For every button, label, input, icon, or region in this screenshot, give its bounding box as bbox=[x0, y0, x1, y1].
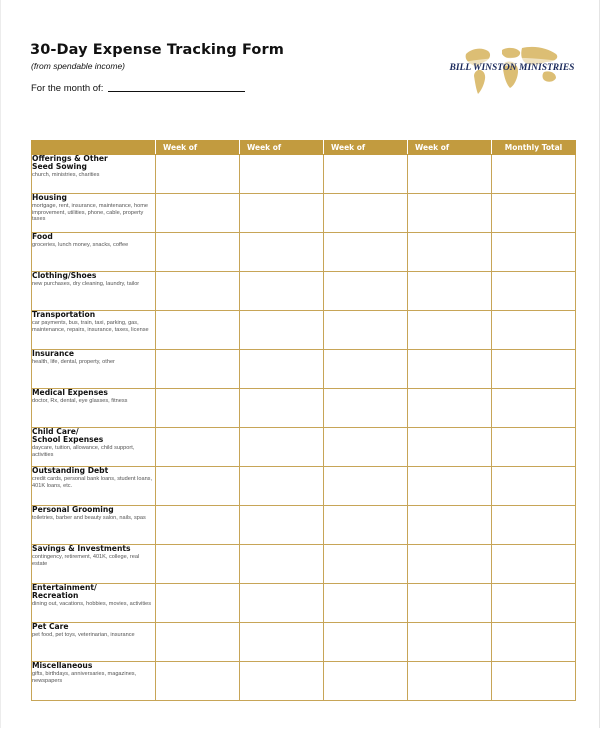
form-title: 30-Day Expense Tracking Form bbox=[30, 42, 284, 58]
category-name: Outstanding Debt bbox=[32, 466, 109, 475]
table-row bbox=[32, 350, 576, 389]
category-description: dining out, vacations, hobbies, movies, activities bbox=[32, 601, 152, 607]
week-4-cell[interactable] bbox=[408, 350, 492, 389]
category-name: Pet Care bbox=[32, 622, 69, 631]
monthly-total-cell[interactable] bbox=[492, 584, 576, 623]
week-3-cell[interactable] bbox=[324, 623, 408, 662]
table-row bbox=[32, 623, 576, 662]
header-category bbox=[32, 141, 156, 155]
table-header-row bbox=[32, 141, 576, 155]
week-3-cell[interactable] bbox=[324, 467, 408, 506]
category-description: credit cards, personal bank loans, student loans, 401K loans, etc. bbox=[32, 476, 153, 489]
monthly-total-cell[interactable] bbox=[492, 428, 576, 467]
table-row bbox=[32, 233, 576, 272]
monthly-total-cell[interactable] bbox=[492, 155, 576, 194]
expense-table bbox=[31, 140, 576, 701]
category-cell bbox=[32, 272, 156, 311]
category-description: pet food, pet toys, veterinarian, insurance bbox=[32, 632, 135, 638]
category-cell bbox=[32, 662, 156, 701]
category-name: Personal Grooming bbox=[32, 505, 114, 514]
table-row bbox=[32, 272, 576, 311]
category-description: church, ministries, charities bbox=[32, 172, 100, 178]
week-2-cell[interactable] bbox=[240, 389, 324, 428]
category-name: Transportation bbox=[32, 310, 96, 319]
week-3-cell[interactable] bbox=[324, 506, 408, 545]
week-4-cell[interactable] bbox=[408, 155, 492, 194]
week-3-cell[interactable] bbox=[324, 311, 408, 350]
category-description: health, life, dental, property, other bbox=[32, 359, 115, 365]
category-cell bbox=[32, 506, 156, 545]
category-name: Child Care/ School Expenses bbox=[32, 427, 104, 444]
category-cell bbox=[32, 467, 156, 506]
week-1-cell[interactable] bbox=[156, 506, 240, 545]
week-3-cell[interactable] bbox=[324, 545, 408, 584]
table-row bbox=[32, 545, 576, 584]
week-3-cell[interactable] bbox=[324, 584, 408, 623]
week-2-cell[interactable] bbox=[240, 233, 324, 272]
week-2-cell[interactable] bbox=[240, 428, 324, 467]
week-1-cell[interactable] bbox=[156, 311, 240, 350]
category-cell bbox=[32, 155, 156, 194]
header-monthly-total: Monthly Total bbox=[492, 141, 576, 155]
category-name: Entertainment/ Recreation bbox=[32, 583, 97, 600]
category-description: doctor, Rx, dental, eye glasses, fitness bbox=[32, 398, 128, 404]
week-1-cell[interactable] bbox=[156, 545, 240, 584]
world-map-logo-icon bbox=[448, 42, 578, 100]
monthly-total-cell[interactable] bbox=[492, 194, 576, 233]
week-2-cell[interactable] bbox=[240, 545, 324, 584]
category-description: contingency, retirement, 401K, college, real estate bbox=[32, 554, 140, 567]
monthly-total-cell[interactable] bbox=[492, 623, 576, 662]
category-description: daycare, tuition, allowance, child support, activities bbox=[32, 445, 135, 458]
category-cell bbox=[32, 311, 156, 350]
week-4-cell[interactable] bbox=[408, 311, 492, 350]
week-1-cell[interactable] bbox=[156, 155, 240, 194]
table-row bbox=[32, 662, 576, 701]
week-3-cell[interactable] bbox=[324, 428, 408, 467]
category-cell bbox=[32, 350, 156, 389]
monthly-total-cell[interactable] bbox=[492, 311, 576, 350]
category-cell bbox=[32, 389, 156, 428]
monthly-total-cell[interactable] bbox=[492, 272, 576, 311]
monthly-total-cell[interactable] bbox=[492, 389, 576, 428]
week-2-cell[interactable] bbox=[240, 350, 324, 389]
week-4-cell[interactable] bbox=[408, 623, 492, 662]
category-cell bbox=[32, 584, 156, 623]
week-2-cell[interactable] bbox=[240, 467, 324, 506]
category-cell bbox=[32, 545, 156, 584]
header-week-4: Week of bbox=[408, 141, 492, 155]
monthly-total-cell[interactable] bbox=[492, 467, 576, 506]
category-name: Miscellaneous bbox=[32, 661, 93, 670]
week-1-cell[interactable] bbox=[156, 233, 240, 272]
form-subtitle: (from spendable income) bbox=[31, 61, 126, 71]
table-row bbox=[32, 467, 576, 506]
week-2-cell[interactable] bbox=[240, 623, 324, 662]
week-3-cell[interactable] bbox=[324, 662, 408, 701]
category-name: Savings & Investments bbox=[32, 544, 131, 553]
table-row bbox=[32, 389, 576, 428]
week-2-cell[interactable] bbox=[240, 194, 324, 233]
category-name: Clothing/Shoes bbox=[32, 271, 97, 280]
monthly-total-cell[interactable] bbox=[492, 662, 576, 701]
week-2-cell[interactable] bbox=[240, 662, 324, 701]
header-week-3: Week of bbox=[324, 141, 408, 155]
header-week-2: Week of bbox=[240, 141, 324, 155]
ministry-logo bbox=[448, 42, 578, 100]
table-row bbox=[32, 194, 576, 233]
category-description: gifts, birthdays, anniversaries, magazines, newspapers bbox=[32, 671, 137, 684]
month-label: For the month of: bbox=[31, 83, 104, 94]
table-row bbox=[32, 155, 576, 194]
week-4-cell[interactable] bbox=[408, 194, 492, 233]
week-3-cell[interactable] bbox=[324, 272, 408, 311]
week-3-cell[interactable] bbox=[324, 389, 408, 428]
week-2-cell[interactable] bbox=[240, 155, 324, 194]
category-cell bbox=[32, 623, 156, 662]
category-description: groceries, lunch money, snacks, coffee bbox=[32, 242, 129, 248]
week-2-cell[interactable] bbox=[240, 506, 324, 545]
week-1-cell[interactable] bbox=[156, 272, 240, 311]
week-4-cell[interactable] bbox=[408, 467, 492, 506]
header-week-1: Week of bbox=[156, 141, 240, 155]
category-description: new purchases, dry cleaning, laundry, tailor bbox=[32, 281, 140, 287]
week-4-cell[interactable] bbox=[408, 545, 492, 584]
week-4-cell[interactable] bbox=[408, 233, 492, 272]
monthly-total-cell[interactable] bbox=[492, 233, 576, 272]
week-1-cell[interactable] bbox=[156, 662, 240, 701]
week-4-cell[interactable] bbox=[408, 662, 492, 701]
week-1-cell[interactable] bbox=[156, 467, 240, 506]
week-3-cell[interactable] bbox=[324, 233, 408, 272]
week-4-cell[interactable] bbox=[408, 389, 492, 428]
category-name: Medical Expenses bbox=[32, 388, 108, 397]
week-4-cell[interactable] bbox=[408, 506, 492, 545]
week-4-cell[interactable] bbox=[408, 428, 492, 467]
week-1-cell[interactable] bbox=[156, 194, 240, 233]
table-row bbox=[32, 506, 576, 545]
week-1-cell[interactable] bbox=[156, 389, 240, 428]
category-cell bbox=[32, 233, 156, 272]
week-1-cell[interactable] bbox=[156, 623, 240, 662]
category-description: car payments, bus, train, taxi, parking, gas, maintenance, repairs, insurance, taxes, license bbox=[32, 320, 149, 333]
category-description: toiletries, barber and beauty salon, nails, spas bbox=[32, 515, 146, 521]
monthly-total-cell[interactable] bbox=[492, 350, 576, 389]
category-name: Insurance bbox=[32, 349, 75, 358]
week-2-cell[interactable] bbox=[240, 311, 324, 350]
category-cell bbox=[32, 194, 156, 233]
week-1-cell[interactable] bbox=[156, 584, 240, 623]
week-3-cell[interactable] bbox=[324, 194, 408, 233]
week-4-cell[interactable] bbox=[408, 584, 492, 623]
monthly-total-cell[interactable] bbox=[492, 545, 576, 584]
category-name: Housing bbox=[32, 193, 67, 202]
category-cell bbox=[32, 428, 156, 467]
week-1-cell[interactable] bbox=[156, 428, 240, 467]
monthly-total-cell[interactable] bbox=[492, 506, 576, 545]
category-name: Offerings & Other Seed Sowing bbox=[32, 154, 108, 171]
week-1-cell[interactable] bbox=[156, 350, 240, 389]
month-input-line[interactable] bbox=[108, 91, 245, 92]
table-row bbox=[32, 311, 576, 350]
category-name: Food bbox=[32, 232, 53, 241]
table-row bbox=[32, 428, 576, 467]
logo-text: BILL WINSTON MINISTRIES bbox=[449, 63, 575, 73]
week-2-cell[interactable] bbox=[240, 584, 324, 623]
category-description: mortgage, rent, insurance, maintenance, home improvement, utilities, phone, cable, property taxes bbox=[32, 203, 148, 223]
week-4-cell[interactable] bbox=[408, 272, 492, 311]
week-3-cell[interactable] bbox=[324, 350, 408, 389]
table-row bbox=[32, 584, 576, 623]
week-3-cell[interactable] bbox=[324, 155, 408, 194]
week-2-cell[interactable] bbox=[240, 272, 324, 311]
